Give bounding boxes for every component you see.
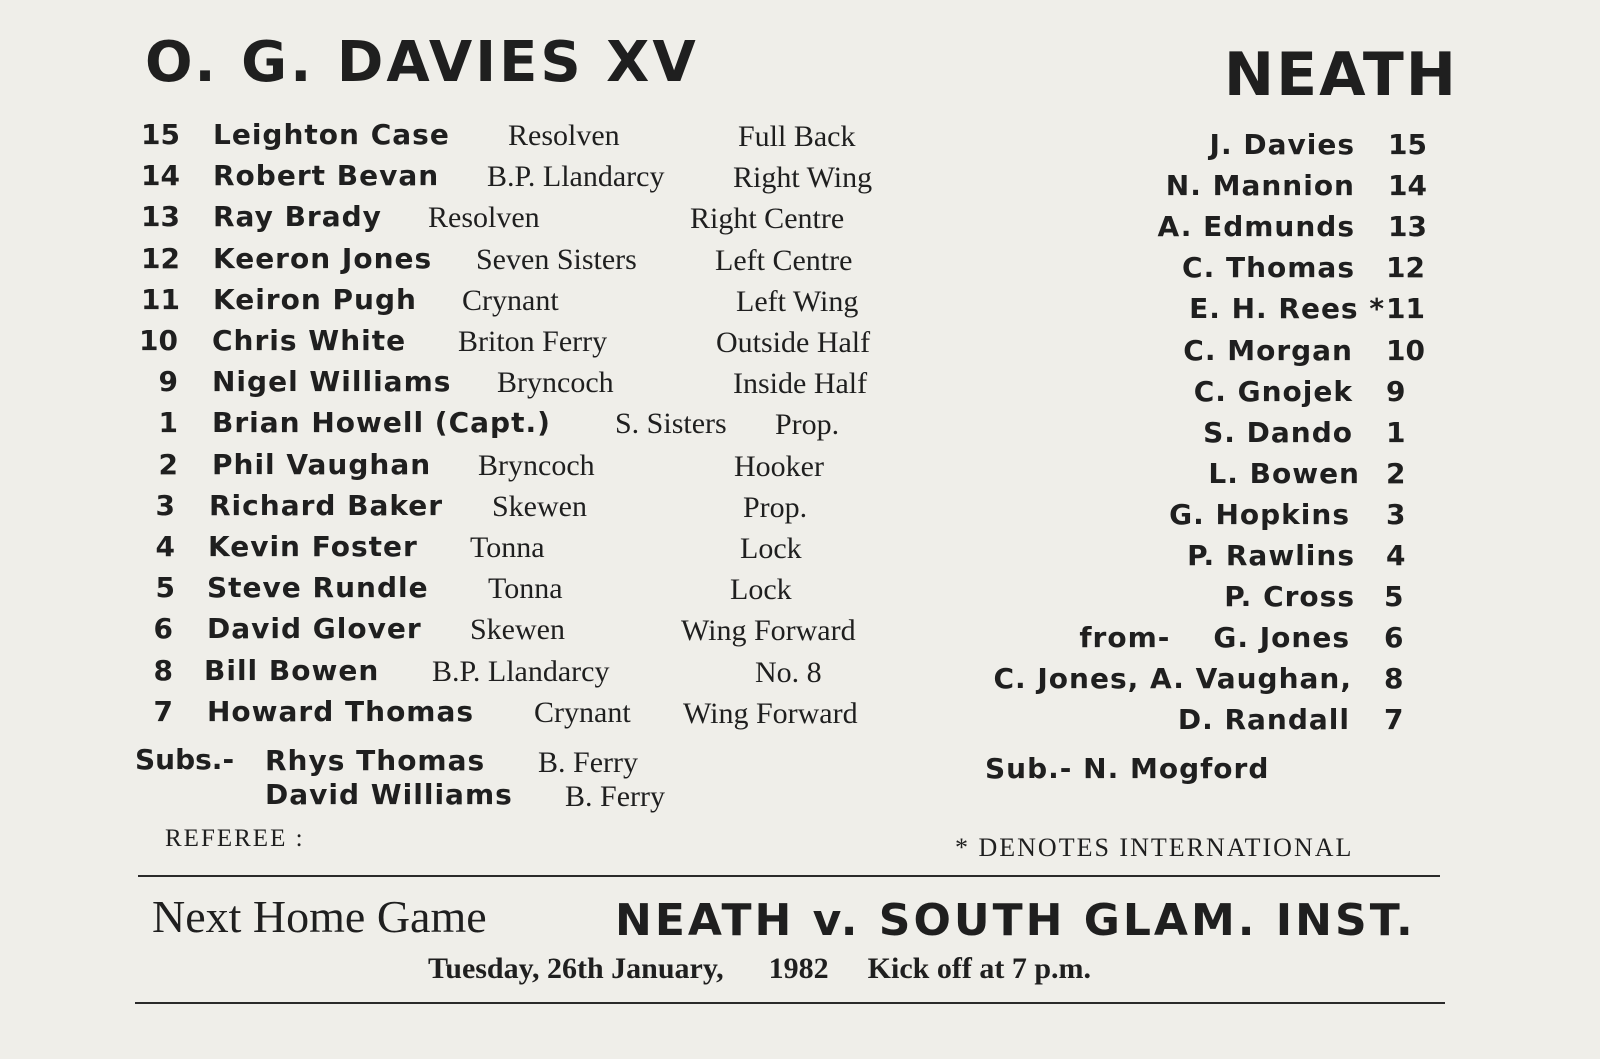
player-club: Skewen [492, 489, 587, 523]
player-club: Resolven [508, 119, 620, 152]
player-number: 3 [1386, 497, 1406, 531]
subs-label: Subs.- [135, 743, 235, 776]
player-position: Right Wing [733, 161, 873, 195]
player-number: 5 [155, 571, 175, 605]
player-number: 8 [153, 653, 173, 687]
player-position: Hooker [734, 449, 824, 483]
player-number: 5 [1384, 580, 1404, 614]
player-club: Seven Sisters [476, 242, 637, 276]
player-position: Full Back [738, 120, 856, 153]
player-name: E. H. Rees * [1189, 292, 1385, 326]
player-number: 7 [1384, 703, 1404, 737]
divider-top [138, 875, 1440, 877]
player-name: Ray Brady [213, 200, 382, 234]
referee-label: REFEREE : [165, 825, 305, 852]
player-club: B.P. Llandarcy [432, 654, 610, 688]
next-game-match: NEATH v. SOUTH GLAM. INST. [615, 895, 1416, 946]
sub-player-name: David Williams [265, 778, 513, 811]
player-number: 4 [1386, 539, 1406, 572]
player-name: Richard Baker [209, 488, 444, 522]
player-name: Brian Howell (Capt.) [212, 406, 551, 440]
player-name: Keiron Pugh [213, 282, 417, 316]
player-position: Wing Forward [681, 614, 856, 648]
player-number: 15 [141, 118, 180, 151]
away-team-title: NEATH [1223, 40, 1458, 110]
player-position: Outside Half [716, 326, 871, 359]
player-name: P. Rawlins [1187, 539, 1355, 572]
next-game-date: Tuesday, 26th January, [428, 952, 724, 985]
player-club: Tonna [470, 531, 545, 564]
player-name: C. Gnojek [1193, 374, 1353, 408]
player-name: C. Morgan [1183, 333, 1353, 367]
player-position: Left Wing [736, 284, 859, 318]
player-number: 4 [155, 530, 175, 563]
player-club: Briton Ferry [458, 325, 608, 358]
player-number: 12 [141, 241, 180, 275]
player-name: C. Thomas [1182, 251, 1355, 285]
player-number: 8 [1384, 662, 1404, 696]
player-number: 6 [1384, 621, 1404, 655]
player-number: 6 [153, 612, 173, 646]
player-name: D. Randall [1177, 703, 1350, 737]
sub-player-club: B. Ferry [538, 746, 638, 779]
home-team-title: O. G. DAVIES XV [145, 30, 699, 95]
player-number: 10 [1386, 333, 1425, 367]
player-club: Resolven [428, 201, 540, 235]
away-sub: Sub.- N. Mogford [985, 752, 1270, 785]
player-club: Crynant [534, 695, 631, 729]
player-name: J. Davies [1209, 128, 1355, 161]
next-game-kickoff: Kick off at 7 p.m. [867, 952, 1091, 985]
player-club: S. Sisters [615, 407, 727, 441]
player-number: 2 [158, 447, 178, 481]
player-club: B.P. Llandarcy [487, 160, 665, 194]
divider-bottom [135, 1002, 1445, 1004]
player-name: C. Jones, A. Vaughan, [993, 662, 1352, 696]
player-name: P. Cross [1224, 580, 1355, 614]
player-position: Prop. [775, 408, 840, 442]
player-name: N. Mannion [1165, 169, 1355, 203]
player-club: Bryncoch [478, 448, 595, 482]
player-name: G. Hopkins [1169, 497, 1350, 531]
player-position: Right Centre [690, 202, 845, 236]
player-name: Kevin Foster [208, 530, 418, 563]
next-game-year: 1982 [768, 952, 829, 985]
player-name: A. Edmunds [1157, 210, 1355, 244]
player-name: Steve Rundle [207, 571, 429, 605]
player-position: Inside Half [733, 367, 868, 401]
next-game-label: Next Home Game [152, 891, 487, 942]
player-name: Bill Bowen [204, 653, 380, 687]
player-name: from- G. Jones [1079, 621, 1350, 655]
player-number: 10 [139, 324, 178, 357]
player-name: S. Dando [1203, 415, 1353, 449]
player-name: Leighton Case [213, 118, 450, 151]
player-club: Bryncoch [497, 366, 614, 400]
player-number: 15 [1388, 128, 1427, 161]
player-number: 2 [1386, 456, 1406, 490]
player-number: 1 [1386, 415, 1406, 449]
player-name: Nigel Williams [212, 365, 452, 399]
player-name: Keeron Jones [213, 241, 433, 275]
player-number: 11 [1386, 292, 1425, 326]
player-position: Left Centre [715, 243, 853, 277]
player-number: 3 [155, 488, 175, 522]
player-name: David Glover [207, 612, 422, 646]
player-number: 13 [141, 200, 180, 234]
player-club: Tonna [488, 572, 563, 606]
international-note: * DENOTES INTERNATIONAL [955, 833, 1354, 862]
player-position: Lock [730, 573, 792, 607]
player-number: 13 [1388, 210, 1427, 244]
player-club: Skewen [470, 613, 565, 647]
player-club: Crynant [462, 283, 559, 317]
player-position: Lock [740, 532, 802, 565]
player-name: Robert Bevan [213, 159, 440, 193]
player-number: 12 [1386, 251, 1425, 285]
next-game-details [428, 952, 1091, 986]
player-name: Phil Vaughan [212, 447, 432, 481]
player-number: 14 [141, 159, 180, 193]
player-number: 1 [158, 406, 178, 440]
player-name: Howard Thomas [207, 694, 475, 728]
player-number: 11 [141, 282, 180, 316]
sub-player-name: Rhys Thomas [265, 744, 486, 777]
sub-player-club: B. Ferry [565, 780, 665, 813]
player-name: L. Bowen [1208, 456, 1360, 490]
player-name: Chris White [212, 324, 407, 357]
player-number: 14 [1388, 169, 1427, 203]
player-position: No. 8 [755, 655, 822, 689]
player-position: Prop. [743, 490, 808, 524]
player-number: 7 [153, 694, 173, 728]
player-number: 9 [1386, 374, 1406, 408]
player-position: Wing Forward [683, 696, 858, 730]
player-number: 9 [158, 365, 178, 399]
